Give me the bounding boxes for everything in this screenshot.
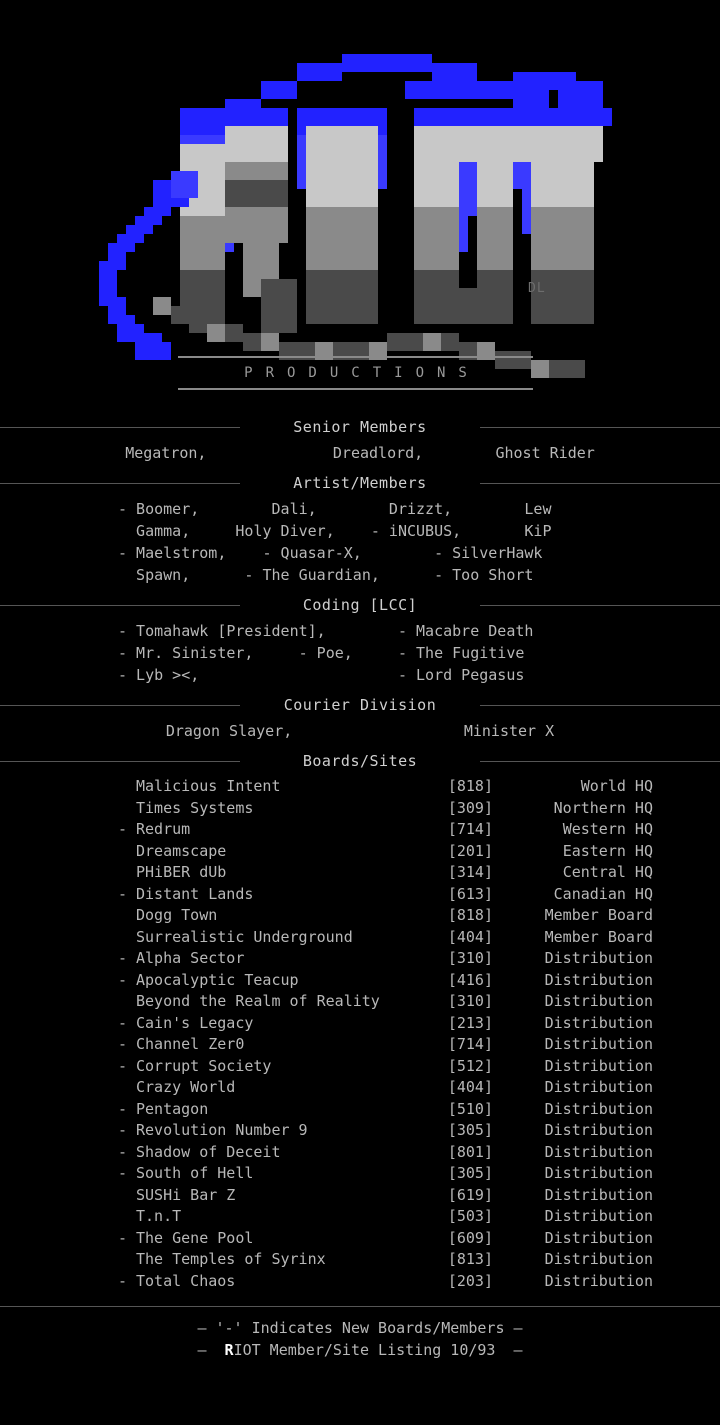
board-name: Distant Lands [136, 884, 254, 903]
board-name: The Gene Pool [136, 1228, 254, 1247]
member-row: - Maelstrom, - Quasar-X, - SilverHawk [118, 544, 543, 562]
board-areacode: [201] [447, 841, 493, 860]
new-flag: - [118, 1228, 128, 1247]
board-role: Member Board [544, 927, 653, 946]
board-row[interactable] [0, 1099, 720, 1121]
board-areacode: [714] [447, 820, 493, 838]
member-row: Gamma, Holy Diver, - iNCUBUS, KiP [118, 522, 552, 540]
section-senior-members [0, 416, 720, 466]
board-name: Channel Zer0 [136, 1035, 245, 1053]
board-row[interactable] [0, 1034, 720, 1056]
board-row[interactable] [0, 1163, 720, 1185]
board-row[interactable] [0, 819, 720, 841]
board-areacode: [619] [447, 1185, 493, 1204]
board-areacode: [314] [447, 863, 493, 881]
board-row[interactable] [0, 884, 720, 906]
board-role: Distribution [544, 949, 653, 967]
new-flag: - [118, 1121, 128, 1139]
section-title: Senior Members [283, 418, 436, 436]
board-row[interactable] [0, 905, 720, 927]
board-areacode: [310] [447, 992, 493, 1010]
board-areacode: [203] [447, 1271, 493, 1290]
board-row[interactable] [0, 798, 720, 820]
board-areacode: [512] [447, 1056, 493, 1075]
section-rows [0, 716, 720, 744]
boards-section-header [0, 750, 720, 772]
board-role: Distribution [544, 1228, 653, 1247]
board-areacode: [813] [447, 1250, 493, 1268]
new-flag: - [118, 1142, 128, 1161]
board-areacode: [714] [447, 1035, 493, 1053]
board-name: Shadow of Deceit [136, 1142, 281, 1161]
section-rows [0, 494, 720, 588]
board-name: PHiBER dUb [136, 863, 227, 881]
section-header [0, 594, 720, 616]
footer-listing [0, 1339, 720, 1361]
new-flag: - [118, 820, 128, 838]
board-role: Distribution [544, 1164, 653, 1182]
productions-wordmark-text: PRODUCTIONS [244, 365, 480, 381]
board-name: Surrealistic Underground [136, 927, 353, 946]
section-header [0, 416, 720, 438]
board-name: Pentagon [136, 1099, 209, 1118]
new-flag [118, 991, 136, 1013]
board-role: Distribution [544, 1271, 653, 1290]
board-name: Revolution Number 9 [136, 1121, 308, 1139]
board-name: Dogg Town [136, 906, 218, 924]
new-flag: - [118, 1164, 128, 1182]
board-role: Distribution [544, 1250, 653, 1268]
board-name: Total Chaos [136, 1271, 236, 1290]
board-role: Distribution [544, 1099, 653, 1118]
member-sections [0, 416, 720, 744]
new-flag [118, 1185, 136, 1207]
board-name: T.n.T [136, 1207, 182, 1225]
board-role: World HQ [580, 777, 653, 795]
boards-section-title: Boards/Sites [293, 752, 427, 770]
board-name: Corrupt Society [136, 1056, 272, 1075]
board-role: Distribution [544, 1013, 653, 1032]
productions-wordmark [178, 356, 533, 390]
header-rule-left [0, 705, 240, 706]
board-row[interactable] [0, 1120, 720, 1142]
board-row[interactable] [0, 991, 720, 1013]
board-row[interactable] [0, 1142, 720, 1164]
section-title: Artist/Members [283, 474, 436, 492]
artist-signature: DL [528, 281, 546, 296]
board-name: Apocalyptic Teacup [136, 970, 299, 989]
section-rows [0, 616, 720, 688]
board-areacode: [503] [447, 1207, 493, 1225]
board-role: Distribution [544, 1035, 653, 1053]
header-rule-right [480, 605, 720, 606]
board-row[interactable] [0, 1077, 720, 1099]
new-flag: - [118, 884, 128, 903]
board-role: Distribution [544, 1142, 653, 1161]
board-row[interactable] [0, 1271, 720, 1293]
board-row[interactable] [0, 776, 720, 798]
board-name: Redrum [136, 820, 191, 838]
header-rule-right [480, 427, 720, 428]
board-areacode: [310] [447, 949, 493, 967]
member-row: - Lyb ><, - Lord Pegasus [118, 666, 525, 684]
new-flag [118, 927, 136, 949]
footer-prefix: — [197, 1341, 225, 1359]
section-rows [0, 438, 720, 466]
board-areacode: [510] [447, 1099, 493, 1118]
board-name: Times Systems [136, 798, 254, 817]
section-artist-members [0, 472, 720, 588]
board-areacode: [818] [447, 777, 493, 795]
new-flag [118, 862, 136, 884]
new-flag [118, 841, 136, 863]
new-flag: - [118, 970, 128, 989]
section-courier-division [0, 694, 720, 744]
board-row[interactable] [0, 1185, 720, 1207]
board-name: Crazy World [136, 1078, 236, 1096]
new-flag [118, 1206, 136, 1228]
footer [0, 1306, 720, 1361]
board-name: Beyond the Realm of Reality [136, 992, 380, 1010]
new-flag [118, 776, 136, 798]
board-areacode: [613] [447, 884, 493, 903]
section-coding-lcc [0, 594, 720, 688]
member-row: Spawn, - The Guardian, - Too Short [118, 566, 534, 584]
board-row[interactable] [0, 841, 720, 863]
new-flag: - [118, 1271, 128, 1290]
section-title: Courier Division [274, 696, 447, 714]
header-rule-left [0, 761, 240, 762]
footer-listing-text: IOT Member/Site Listing 10/93 — [233, 1341, 523, 1359]
board-row[interactable] [0, 970, 720, 992]
board-role: Distribution [544, 970, 653, 989]
board-role: Distribution [544, 1078, 653, 1096]
new-flag: - [118, 1035, 128, 1053]
header-rule-left [0, 483, 240, 484]
new-flag: - [118, 1099, 128, 1118]
board-row[interactable] [0, 1206, 720, 1228]
riot-logo [0, 0, 720, 410]
header-rule-left [0, 605, 240, 606]
member-row: - Boomer, Dali, Drizzt, Lew [118, 500, 552, 518]
board-areacode: [305] [447, 1121, 493, 1139]
member-row: Megatron, Dreadlord, Ghost Rider [125, 444, 595, 462]
board-name: Malicious Intent [136, 777, 281, 795]
boards-list [0, 772, 720, 1294]
board-row[interactable] [0, 948, 720, 970]
new-flag [118, 905, 136, 927]
new-flag: - [118, 949, 128, 967]
section-header [0, 694, 720, 716]
board-name: Cain's Legacy [136, 1013, 254, 1032]
board-role: Distribution [544, 1121, 653, 1139]
footer-legend: — '-' Indicates New Boards/Members — [197, 1319, 523, 1337]
board-role: Distribution [544, 992, 653, 1010]
board-row[interactable] [0, 927, 720, 949]
board-role: Canadian HQ [553, 884, 653, 903]
board-row[interactable] [0, 862, 720, 884]
board-areacode: [609] [447, 1228, 493, 1247]
board-row[interactable] [0, 1228, 720, 1250]
riot-logo-canvas [0, 0, 720, 410]
header-rule-left [0, 427, 240, 428]
board-row[interactable] [0, 1249, 720, 1271]
board-role: Central HQ [562, 863, 653, 881]
board-areacode: [404] [447, 1078, 493, 1096]
header-rule-right [480, 705, 720, 706]
section-title: Coding [LCC] [293, 596, 427, 614]
new-flag: - [118, 1056, 128, 1075]
member-row: - Mr. Sinister, - Poe, - The Fugitive [118, 644, 525, 662]
header-rule-right [480, 483, 720, 484]
board-name: South of Hell [136, 1164, 254, 1182]
board-row[interactable] [0, 1056, 720, 1078]
section-header [0, 472, 720, 494]
board-role: Western HQ [562, 820, 653, 838]
board-areacode: [416] [447, 970, 493, 989]
new-flag [118, 798, 136, 820]
board-areacode: [801] [447, 1142, 493, 1161]
member-row: - Tomahawk [President], - Macabre Death [118, 622, 534, 640]
footer-riot-initial: R [224, 1341, 234, 1359]
board-areacode: [818] [447, 906, 493, 924]
header-rule-right [480, 761, 720, 762]
board-role: Member Board [544, 906, 653, 924]
board-row[interactable] [0, 1013, 720, 1035]
board-role: Distribution [544, 1207, 653, 1225]
board-areacode: [309] [447, 798, 493, 817]
board-role: Northern HQ [553, 798, 653, 817]
new-flag: - [118, 1013, 128, 1032]
board-role: Distribution [544, 1185, 653, 1204]
board-name: SUSHi Bar Z [136, 1185, 236, 1204]
boards-section [0, 750, 720, 1294]
board-areacode: [404] [447, 927, 493, 946]
board-role: Distribution [544, 1056, 653, 1075]
board-role: Eastern HQ [562, 841, 653, 860]
board-areacode: [305] [447, 1164, 493, 1182]
member-row: Dragon Slayer, Minister X [165, 722, 555, 740]
board-name: Dreamscape [136, 841, 227, 860]
board-name: The Temples of Syrinx [136, 1250, 326, 1268]
new-flag [118, 1249, 136, 1271]
board-areacode: [213] [447, 1013, 493, 1032]
new-flag [118, 1077, 136, 1099]
board-name: Alpha Sector [136, 949, 245, 967]
